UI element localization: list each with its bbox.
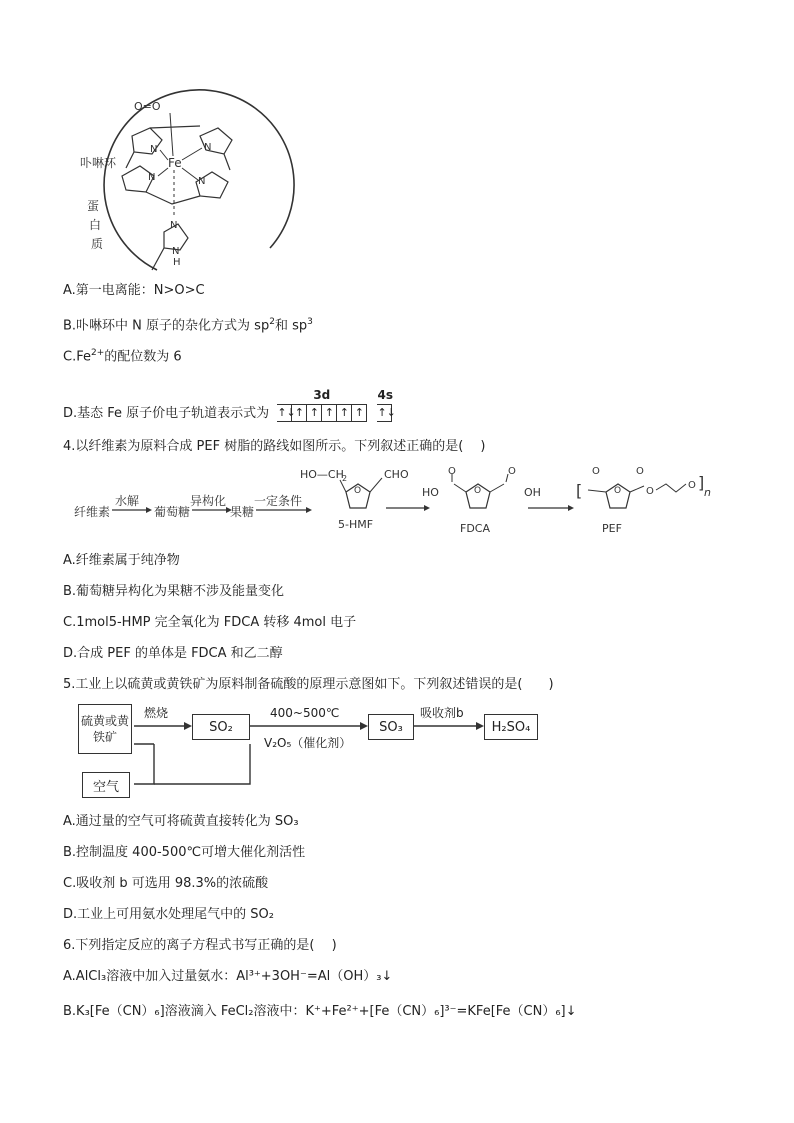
route-isomerization: 异构化 — [190, 494, 227, 508]
route-condition: 一定条件 — [254, 494, 303, 508]
porphyrin-label: 卟啉环 — [80, 156, 117, 170]
q4-stem: 4.以纤维素为原料合成 PEF 树脂的路线如图所示。下列叙述正确的是( ) — [63, 439, 486, 454]
q3-option-c-post: 的配位数为 6 — [104, 349, 182, 365]
furan-o: O — [614, 486, 622, 496]
hmf-cho-label: CHO — [384, 468, 409, 481]
q4-option-c: C.1mol5-HMP 完全氧化为 FDCA 转移 4mol 电子 — [63, 615, 357, 630]
fdca-oh-label: OH — [524, 486, 541, 499]
pef-synthesis-route — [68, 462, 718, 540]
q3-option-a: A.第一电离能：N>O>C — [63, 283, 205, 298]
orbital-box: ↑ — [292, 404, 307, 422]
hmf-ho-label: HO—CH — [300, 468, 344, 481]
raw-material-box: 硫黄或黄铁矿 — [78, 704, 132, 754]
orbital-4s-group — [377, 388, 396, 423]
absorbent-label: 吸收剂b — [420, 706, 464, 720]
air-box: 空气 — [82, 772, 130, 798]
catalyst-label: V₂O₅（催化剂） — [264, 736, 352, 750]
pef-bracket: [ — [576, 481, 583, 500]
q5-stem: 5.工业上以硫黄或黄铁矿为原料制备硫酸的原理示意图如下。下列叙述错误的是( ) — [63, 677, 554, 692]
orbital-box: ↑↓ — [277, 404, 292, 422]
sulfuric-acid-flowchart — [78, 700, 548, 800]
q5-option-a: A.通过量的空气可将硫黄直接转化为 SO₃ — [63, 814, 299, 829]
q3-option-d — [63, 388, 396, 423]
fdca-label: FDCA — [460, 522, 491, 535]
fe-label: Fe — [168, 156, 182, 170]
imidazole-nh-label: N — [172, 246, 180, 257]
q5-option-b: B.控制温度 400-500℃可增大催化剂活性 — [63, 845, 306, 860]
q5-option-d: D.工业上可用氨水处理尾气中的 SO₂ — [63, 907, 274, 922]
route-fructose: 果糖 — [230, 505, 255, 519]
q3-option-c-sup: 2+ — [90, 348, 105, 358]
q4-option-b: B.葡萄糖异构化为果糖不涉及能量变化 — [63, 584, 285, 599]
q3-option-b-mid: 和 sp — [274, 318, 308, 334]
furan-o: O — [354, 486, 362, 496]
so2-box: SO₂ — [192, 714, 250, 740]
orbital-box: ↑ — [352, 404, 367, 422]
fdca-carbonyl-o: O — [448, 466, 456, 477]
imidazole-h-label: H — [173, 257, 181, 268]
o2-label: O=O — [134, 100, 161, 113]
q3-option-c — [63, 344, 182, 366]
so3-box: SO₃ — [368, 714, 414, 740]
protein-label: 白 — [89, 218, 102, 232]
orbital-box: ↑ — [322, 404, 337, 422]
q3-option-b-sup: 3 — [307, 317, 313, 327]
hmf-ch2-sub: 2 — [342, 474, 348, 483]
orbital-3d-label: 3d — [313, 388, 331, 402]
pef-bracket: ] — [698, 473, 705, 492]
pef-n-label: n — [704, 486, 711, 499]
q3-option-c-text: C.Fe — [63, 349, 91, 365]
orbital-box: ↑ — [337, 404, 352, 422]
route-cellulose: 纤维素 — [74, 505, 111, 519]
n-atom-label: N — [204, 142, 212, 153]
q3-option-b-sup: 2 — [269, 317, 275, 327]
temperature-label: 400~500℃ — [270, 706, 340, 720]
fdca-ho-label: HO — [422, 486, 439, 499]
q6-option-a: A.AlCl₃溶液中加入过量氨水：Al³⁺+3OH⁻=Al（OH）₃↓ — [63, 969, 393, 984]
orbital-4s-label: 4s — [377, 388, 393, 402]
hmf-label: 5-HMF — [338, 518, 374, 531]
pef-carbonyl-o: O — [636, 466, 644, 477]
orbital-box: ↑ — [307, 404, 322, 422]
route-glucose: 葡萄糖 — [154, 505, 191, 519]
orbital-box: ↑↓ — [377, 404, 392, 422]
route-hydrolysis: 水解 — [115, 494, 140, 508]
n-atom-label: N — [198, 176, 206, 187]
burn-label: 燃烧 — [144, 706, 169, 720]
q3-option-d-text: D.基态 Fe 原子价电子轨道表示式为 — [63, 405, 270, 421]
h2so4-box: H₂SO₄ — [484, 714, 538, 740]
heme-structure-figure — [60, 88, 300, 273]
n-atom-label: N — [150, 144, 158, 155]
q5-option-c: C.吸收剂 b 可选用 98.3%的浓硫酸 — [63, 876, 269, 891]
imidazole-n-label: N — [170, 220, 178, 231]
protein-label: 蛋 — [87, 199, 100, 213]
pef-label: PEF — [602, 522, 622, 535]
protein-label: 质 — [91, 237, 104, 251]
fdca-carbonyl-o: O — [508, 466, 516, 477]
pef-ester-o: O — [646, 486, 654, 497]
pef-carbonyl-o: O — [592, 466, 600, 477]
q6-option-b: B.K₃[Fe（CN）₆]溶液滴入 FeCl₂溶液中：K⁺+Fe²⁺+[Fe（CN）₆]³⁻=KFe[Fe（CN）₆]↓ — [63, 1004, 577, 1019]
n-atom-label: N — [148, 172, 156, 183]
q4-option-d: D.合成 PEF 的单体是 FDCA 和乙二醇 — [63, 646, 283, 661]
pef-ester-o: O — [688, 480, 696, 491]
q3-option-b — [63, 313, 313, 335]
q4-option-a: A.纤维素属于纯净物 — [63, 553, 180, 568]
q6-stem: 6.下列指定反应的离子方程式书写正确的是( ) — [63, 938, 337, 953]
orbital-3d-group — [277, 388, 367, 423]
furan-o: O — [474, 486, 482, 496]
q3-option-b-text: B.卟啉环中 N 原子的杂化方式为 sp — [63, 318, 270, 334]
